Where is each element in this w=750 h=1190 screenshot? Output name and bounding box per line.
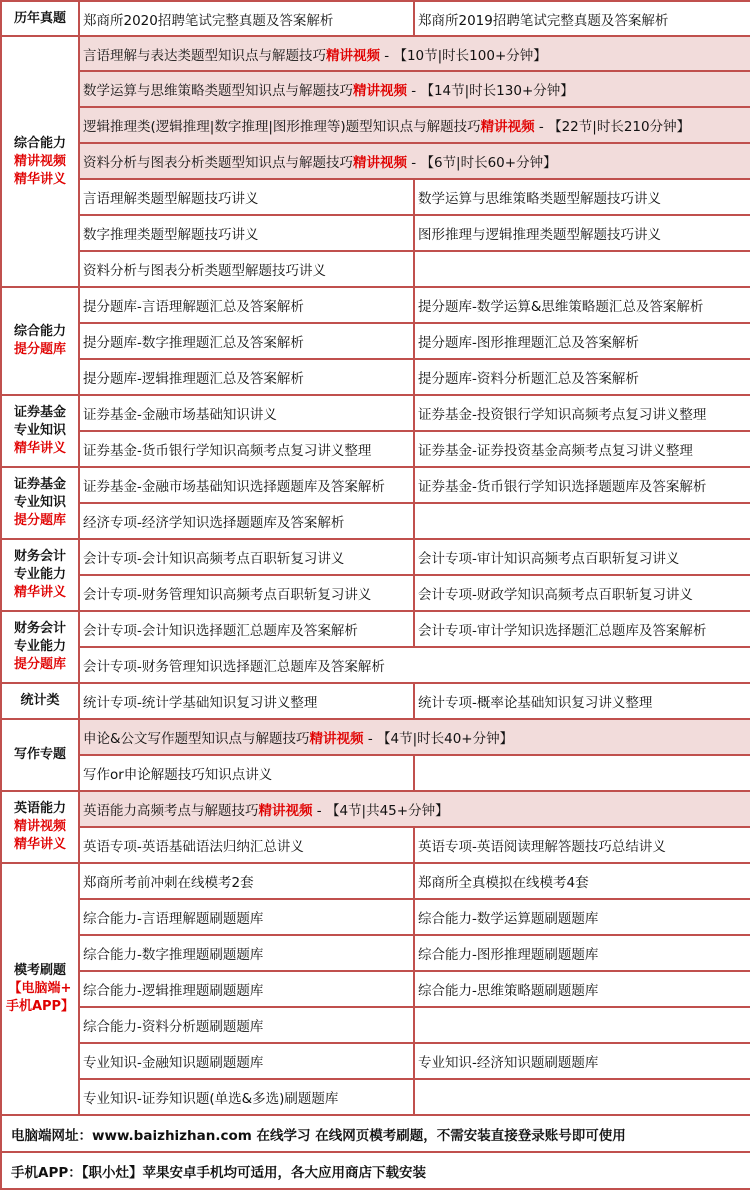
video-item[interactable]: 资料分析与图表分析类题型知识点与解题技巧精讲视频 - 【6节|时长60+分钟】 [79, 143, 750, 179]
item-cell[interactable]: 郑商所2019招聘笔试完整真题及答案解析 [414, 1, 750, 36]
table-row [1, 827, 750, 863]
item-cell[interactable]: 综合能力-资料分析题刷题题库 [79, 1007, 414, 1043]
table-row [1, 36, 750, 71]
item-cell[interactable]: 经济专项-经济学知识选择题题库及答案解析 [79, 503, 414, 539]
table-row [1, 575, 750, 611]
item-cell[interactable]: 会计专项-审计知识高频考点百职斩复习讲义 [414, 539, 750, 575]
table-row [1, 215, 750, 251]
table-row [1, 251, 750, 287]
item-cell[interactable]: 会计专项-财务管理知识高频考点百职斩复习讲义 [79, 575, 414, 611]
item-cell[interactable]: 证券基金-货币银行学知识选择题题库及答案解析 [414, 467, 750, 503]
item-cell[interactable]: 数学运算与思维策略类题型解题技巧讲义 [414, 179, 750, 215]
item-cell [414, 755, 750, 791]
item-cell[interactable]: 提分题库-图形推理题汇总及答案解析 [414, 323, 750, 359]
table-row [1, 287, 750, 323]
table-row [1, 395, 750, 431]
item-cell[interactable]: 证券基金-证券投资基金高频考点复习讲义整理 [414, 431, 750, 467]
item-cell[interactable]: 统计专项-统计学基础知识复习讲义整理 [79, 683, 414, 719]
item-cell[interactable]: 综合能力-思维策略题刷题题库 [414, 971, 750, 1007]
item-cell[interactable]: 英语专项-英语基础语法归纳汇总讲义 [79, 827, 414, 863]
table-row [1, 863, 750, 899]
item-cell[interactable]: 综合能力-逻辑推理题刷题题库 [79, 971, 414, 1007]
table-row [1, 539, 750, 575]
category-accounting-bank: 财务会计 专业能力 提分题库 [1, 611, 79, 683]
video-item[interactable]: 言语理解与表达类题型知识点与解题技巧精讲视频 - 【10节|时长100+分钟】 [79, 36, 750, 71]
table-row [1, 467, 750, 503]
category-accounting-lecture: 财务会计 专业能力 精华讲义 [1, 539, 79, 611]
item-cell[interactable]: 会计专项-财务管理知识选择题汇总题库及答案解析 [79, 647, 750, 683]
table-row [1, 143, 750, 179]
table-row [1, 755, 750, 791]
table-row [1, 179, 750, 215]
item-cell[interactable]: 专业知识-金融知识题刷题题库 [79, 1043, 414, 1079]
table-row [1, 1043, 750, 1079]
category-securities-lecture: 证券基金 专业知识 精华讲义 [1, 395, 79, 467]
category-english: 英语能力 精讲视频 精华讲义 [1, 791, 79, 863]
table-row [1, 1, 750, 36]
item-cell[interactable]: 专业知识-证券知识题(单选&多选)刷题题库 [79, 1079, 414, 1115]
video-item[interactable]: 逻辑推理类(逻辑推理|数字推理|图形推理等)题型知识点与解题技巧精讲视频 - 【22节|时长210分钟】 [79, 107, 750, 143]
item-cell[interactable]: 综合能力-图形推理题刷题题库 [414, 935, 750, 971]
table-row [1, 935, 750, 971]
item-cell [414, 503, 750, 539]
footer-website: 电脑端网址：www.baizhizhan.com 在线学习 在线网页模考刷题，不需安装直接登录账号即可使用 [1, 1115, 750, 1152]
category-statistics: 统计类 [1, 683, 79, 719]
category-comprehensive-bank: 综合能力 提分题库 [1, 287, 79, 395]
category-past-exams: 历年真题 [1, 1, 79, 36]
item-cell[interactable]: 综合能力-数字推理题刷题题库 [79, 935, 414, 971]
item-cell[interactable]: 专业知识-经济知识题刷题题库 [414, 1043, 750, 1079]
footer-app: 手机APP：【职小灶】苹果安卓手机均可适用，各大应用商店下载安装 [1, 1152, 750, 1189]
table-row [1, 1007, 750, 1043]
table-row [1, 683, 750, 719]
item-cell[interactable]: 写作or申论解题技巧知识点讲义 [79, 755, 414, 791]
item-cell[interactable]: 证券基金-金融市场基础知识讲义 [79, 395, 414, 431]
table-row [1, 107, 750, 143]
video-item[interactable]: 申论&公文写作题型知识点与解题技巧精讲视频 - 【4节|时长40+分钟】 [79, 719, 750, 755]
item-cell[interactable]: 郑商所考前冲刺在线模考2套 [79, 863, 414, 899]
item-cell[interactable]: 会计专项-会计知识高频考点百职斩复习讲义 [79, 539, 414, 575]
item-cell [414, 1007, 750, 1043]
item-cell[interactable]: 综合能力-言语理解题刷题题库 [79, 899, 414, 935]
item-cell[interactable]: 提分题库-言语理解题汇总及答案解析 [79, 287, 414, 323]
item-cell[interactable]: 证券基金-货币银行学知识高频考点复习讲义整理 [79, 431, 414, 467]
table-row [1, 431, 750, 467]
item-cell[interactable]: 统计专项-概率论基础知识复习讲义整理 [414, 683, 750, 719]
table-row [1, 899, 750, 935]
item-cell[interactable]: 英语专项-英语阅读理解答题技巧总结讲义 [414, 827, 750, 863]
item-cell [414, 251, 750, 287]
item-cell[interactable]: 综合能力-数学运算题刷题题库 [414, 899, 750, 935]
item-cell[interactable]: 证券基金-投资银行学知识高频考点复习讲义整理 [414, 395, 750, 431]
table-row [1, 791, 750, 827]
table-row [1, 71, 750, 107]
item-cell[interactable]: 证券基金-金融市场基础知识选择题题库及答案解析 [79, 467, 414, 503]
table-row [1, 1115, 750, 1152]
table-row [1, 971, 750, 1007]
item-cell[interactable]: 会计专项-审计学知识选择题汇总题库及答案解析 [414, 611, 750, 647]
item-cell[interactable]: 会计专项-会计知识选择题汇总题库及答案解析 [79, 611, 414, 647]
item-cell [414, 1079, 750, 1115]
table-row [1, 1152, 750, 1189]
category-writing: 写作专题 [1, 719, 79, 791]
category-mock-exams: 模考刷题 【电脑端+ 手机APP】 [1, 863, 79, 1115]
item-cell[interactable]: 郑商所全真模拟在线模考4套 [414, 863, 750, 899]
item-cell[interactable]: 提分题库-资料分析题汇总及答案解析 [414, 359, 750, 395]
category-comprehensive-video: 综合能力 精讲视频 精华讲义 [1, 36, 79, 287]
table-row [1, 323, 750, 359]
item-cell[interactable]: 提分题库-数字推理题汇总及答案解析 [79, 323, 414, 359]
table-row [1, 647, 750, 683]
video-item[interactable]: 数学运算与思维策略类题型知识点与解题技巧精讲视频 - 【14节|时长130+分钟】 [79, 71, 750, 107]
item-cell[interactable]: 资料分析与图表分析类题型解题技巧讲义 [79, 251, 414, 287]
item-cell[interactable]: 图形推理与逻辑推理类题型解题技巧讲义 [414, 215, 750, 251]
table-row [1, 503, 750, 539]
table-row [1, 1079, 750, 1115]
item-cell[interactable]: 郑商所2020招聘笔试完整真题及答案解析 [79, 1, 414, 36]
category-securities-bank: 证券基金 专业知识 提分题库 [1, 467, 79, 539]
item-cell[interactable]: 言语理解类题型解题技巧讲义 [79, 179, 414, 215]
table-row [1, 719, 750, 755]
table-row [1, 611, 750, 647]
video-item[interactable]: 英语能力高频考点与解题技巧精讲视频 - 【4节|共45+分钟】 [79, 791, 750, 827]
item-cell[interactable]: 会计专项-财政学知识高频考点百职斩复习讲义 [414, 575, 750, 611]
item-cell[interactable]: 数字推理类题型解题技巧讲义 [79, 215, 414, 251]
table-row [1, 359, 750, 395]
item-cell[interactable]: 提分题库-数学运算&思维策略题汇总及答案解析 [414, 287, 750, 323]
item-cell[interactable]: 提分题库-逻辑推理题汇总及答案解析 [79, 359, 414, 395]
